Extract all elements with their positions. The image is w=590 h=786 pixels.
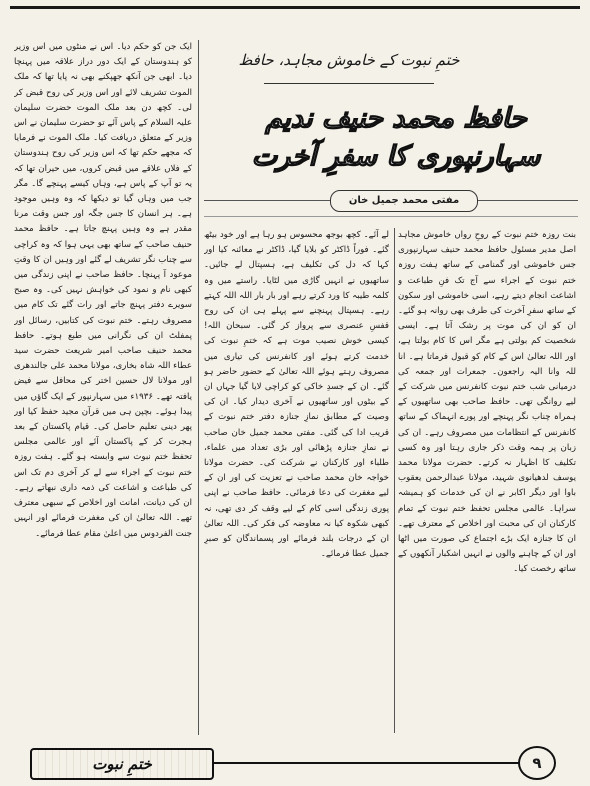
column-middle-text: لے آئے۔ کچھ بوجھ محسوس ہو رہا ہے اور خود بیٹھ گئے۔ فوراً ڈاکٹر کو بلایا گیا، ڈاکٹر نے معائنہ کیا اور کہا کہ دل کی تکلیف ہے، ہسپتال لے جائیں۔ ساتھیوں نے انہیں گاڑی میں لٹایا۔ راستے میں وہ کلمہ طیبہ کا ورد کرتے رہے اور بار بار اللہ اللہ کہتے رہے۔ ہسپتال پہنچنے سے پہلے ہی ان کی روح قفسِ عنصری سے پرواز کر گئی۔ سبحان اللہ! کیسی خوش نصیب موت ہے کہ ختمِ نبوت کی خدمت کرتے ہوئے اور کانفرنس کی تیاری میں مصروف رہتے ہوئے اللہ تعالیٰ کے حضور حاضر ہو گئے۔ ان کے جسدِ خاکی کو کراچی لایا گیا جہاں ان کے بیٹوں اور ساتھیوں نے آخری دیدار کیا۔ ان کی وصیت کے مطابق نمازِ جنازہ دفتر ختم نبوت کے قریب ادا کی گئی۔ مفتی محمد جمیل خان صاحب نے نمازِ جنازہ پڑھائی اور بڑی تعداد میں علماء، طلباء اور کارکنان نے شرکت کی۔ حضرت مولانا خواجہ خان محمد صاحب نے تعزیت کی اور ان کے لیے مغفرت کی دعا فرمائی۔ حافظ صاحب نے اپنی پوری زندگی اسی کام کے لیے وقف کر دی تھی، نہ کبھی شکوہ کیا نہ معاوضہ کی فکر کی۔ اللہ تعالیٰ ان کے درجات بلند فرمائے اور پسماندگان کو صبرِ جمیل عطا فرمائے۔ <box>204 230 389 560</box>
magazine-masthead: ختمِ نبوت <box>30 748 214 780</box>
column-left <box>14 40 192 740</box>
column-right-text: بنت روزہ ختم نبوت کے روحِ رواں خاموش مجاہد اصل مدیر مسئول حافظ محمد حنیف سہارنپوری جس خاموشی اور گمنامی کے ساتھ ہفت روزہ ختم نبوت کے اجراء سے آج تک فنِ طباعت و اشاعت انجام دیتے رہے، اسی خاموشی اور سکون کے ساتھ سفرِ آخرت کی طرف بھی روانہ ہو گئے۔ ان کو ان کی موت پر رشک آتا ہے۔ ایسی شخصیت کم بولتی ہے مگر اس کا کام بولتا ہے، اور اللہ تعالیٰ اس کے کام کو قبول فرماتا ہے۔ انا للہ وانا الیہ راجعون۔ جمعرات اور جمعہ کی درمیانی شب ختم نبوت کانفرنس میں شرکت کے لیے روانگی تھی۔ حافظ صاحب بھی ساتھیوں کے ہمراہ چناب نگر پہنچے اور پورے انہماک کے ساتھ کانفرنس کے انتظامات میں مصروف رہے۔ ان کی زبان پر ہمہ وقت ذکر جاری رہتا اور وہ کسی تکلیف کا اظہار نہ کرتے۔ حضرت مولانا محمد یوسف لدھیانوی شہید، مولانا عبدالرحمن یعقوب باوا اور دیگر اکابر نے ان کی خدمات کو ہمیشہ سراہا۔ عالمی مجلس تحفظ ختم نبوت کے تمام کارکنان ان کی محبت اور اخلاص کے معترف تھے۔ ان کا جنازہ ایک بڑے اجتماع کی صورت میں اٹھا اور ان کے چاہنے والوں نے انہیں اشکبار آنکھوں کے ساتھ رخصت کیا۔ <box>398 230 576 575</box>
column-middle <box>204 228 389 738</box>
column-right <box>398 228 576 738</box>
page-number: ۹ <box>518 746 556 780</box>
column-divider <box>394 228 395 733</box>
byline-rule-inner <box>204 216 578 217</box>
article-kicker: ختمِ نبوت کے خاموش مجاہد، حافظ <box>236 50 462 90</box>
footer-rule <box>212 762 534 764</box>
article-headline: حافظ محمد حنیف ندیم سہارنپوری کا سفرِ آخرت <box>251 103 541 172</box>
top-rule <box>10 6 580 9</box>
article-byline: مفتی محمد جمیل خان <box>330 190 478 212</box>
column-divider <box>198 40 199 735</box>
column-left-text: ایک جن کو حکم دیا۔ اس نے منٹوں میں اس وزیر کو ہندوستان کے ایک دور دراز علاقہ میں پہنچا دیا۔ ابھی جن آنکھ جھپکنے بھی نہ پایا تھا کہ ملک الموت تشریف لائے اور اس وزیر کی روح قبض کر لی۔ کچھ دن بعد ملک الموت حضرت سلیمان علیہ السلام کے پاس آئے تو حضرت سلیمان نے اس وزیر کے متعلق دریافت کیا۔ ملک الموت نے فرمایا کہ مجھے حکم تھا کہ اس وزیر کی روح ہندوستان کے فلاں علاقے میں قبض کروں، میں حیران تھا کہ یہ تو آپ کے پاس ہے، وہاں کیسے پہنچے گا۔ مگر جب میں وہاں گیا تو دیکھا کہ وہ وہیں موجود ہے۔ ہر انسان کا جس جگہ اور جس وقت مرنا مقدر ہے وہ وہیں پہنچ جاتا ہے۔ حافظ محمد حنیف صاحب کے ساتھ بھی یہی ہوا کہ وہ کراچی سے چناب نگر تشریف لے گئے اور وہیں ان کا وقتِ موعود آ پہنچا۔ حافظ صاحب نے اپنی زندگی میں کبھی نام و نمود کی خواہش نہیں کی۔ وہ صبح سویرے دفتر پہنچ جاتے اور رات گئے تک کام میں مصروف رہتے۔ ختم نبوت کی کتابیں، رسائل اور پمفلٹ ان کی نگرانی میں طبع ہوتے۔ حافظ محمد حنیف صاحب امیر شریعت حضرت سید عطاء اللہ شاہ بخاری، مولانا محمد علی جالندھری اور مولانا لال حسین اختر کی محافل سے فیض یافتہ تھے۔ ۱۹۳۶ء میں سہارنپور کے ایک گاؤں میں پیدا ہوئے۔ بچپن ہی میں قرآن مجید حفظ کیا اور پھر دینی تعلیم حاصل کی۔ قیام پاکستان کے بعد ہجرت کر کے پاکستان آئے اور عالمی مجلس تحفظ ختم نبوت سے وابستہ ہو گئے۔ ہفت روزہ ختم نبوت کے اجراء سے لے کر آخری دم تک اس کی طباعت و اشاعت کی ذمہ داری نبھاتے رہے۔ ان کی دیانت، امانت اور اخلاص کے سبھی معترف تھے۔ اللہ تعالیٰ ان کی مغفرت فرمائے اور انہیں جنت الفردوس میں اعلیٰ مقام عطا فرمائے۔ <box>14 42 192 539</box>
